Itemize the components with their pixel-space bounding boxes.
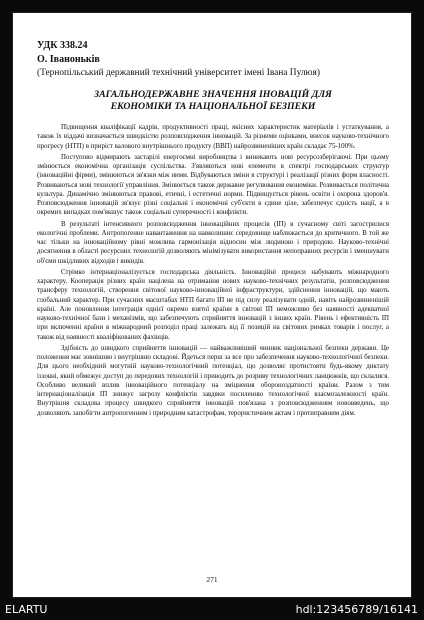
article-title [37,89,389,113]
udc-code: УДК 338.24 [37,40,88,51]
article-title-line-2: ЕКОНОМІКИ ТА НАЦІОНАЛЬНОЇ БЕЗПЕКИ [110,101,316,112]
repository-name: ELARTU [5,603,48,616]
author-name: О. Іваноньків [37,54,100,65]
page-number: 271 [206,575,218,584]
article-body [37,123,389,418]
paragraph: Підвищення кваліфікації кадрів, продуктивності праці, якісних характеристик матеріалів і устаткування, а також їх віддачі визначається швидкістю розповсюдження інновацій. За різними оцінками, внесок науково-технічного прогресу (НТП) в приріст валового внутрішнього продукту (ВВП) найрозвиненіших країн складає 75-100%. [37,124,389,150]
paragraph: Поступово відмирають застарілі енергоємні виробництва і виникають нові ресурсозберігаючі. При цьому змінюється економічна організація суспільства. З'являються нові елементи в спектрі господарських структур (інноваційні фірми), змінюються зв'язки між ними. Відбуваються зміни в структурі і реалізації різних форм власності. Розвиваються нові технології управління. Змінюється також державне регулювання економіки. Розвивається політична культура. Динамічно змінюються правові, етичні, і естетичні норми. Підвищується рівень освіти і охорона здоров'я. Розповсюдження інновацій зв'язує різні соціальні і економічні суб'єкти в єдине ціле, забезпечує єдність нації, а в окремих випадках пом'якшує також соціальні суперечності і конфлікти. [37,153,389,217]
paragraph: Стрімко інтернаціоналізується господарська діяльність. Інноваційні процеси набувають міжнародного характеру. Кооперація різних країн націлена на отримання нових науково-технічних результатів, розповсюдження трансферу технологій, створення світової науково-інноваційної інфраструктури, здійснення інновацій, що мають глобальний характер. При сучасних масштабах НТП багато ІП не під силу реалізувати одній, навіть найрозвиненішій країні. Але поновлення інтеграція однієї окремо взятої країни в світові ІП неможливо без наявності адекватної науково-технічної бази і механізмів, що забезпечують сприйняття інновацій з інших країн. Рівень і ефективність ІП при включенні країни в міжнародний розподіл праці залежать від її позицій на світових ринках товарів і послуг, а також від наявності кваліфікованих фахівців. [37,268,389,341]
paragraph: Здібність до швидкого сприйняття інновацій — найважливіший чинник національної безпеки держави. Це положення має зовнішню і внутрішню складові. Йдеться перш за все про забезпечення науково-технологічної безпеки. Для цього необхідний могутній науково-технологічний потенціал, що дозволяє протистояти будь-якому диктату іззовні, який обмежує доступ до передових технологій і приводить до розриву технологічних ланцюжків, що склалися. Особливо великий вплив інноваційного потенціалу на зміцнення обороноздатності країни. Разом з тим інтернаціоналізація ІП знижує загрозу конфліктів завдяки посиленню технологічної взаємозалежності країн. Внутрішня складова процесу швидкого сприйняття інновацій пов'язана з розповсюдженням нововведень, що дозволяють запобігти антропогенним і природним катастрофам, терористичним актам і протиправним діям. [37,344,389,417]
article-title-line-1: ЗАГАЛЬНОДЕРЖАВНЕ ЗНАЧЕННЯ ІНОВАЦІЙ ДЛЯ [94,89,332,100]
author-affiliation: (Тернопільський державний технічний університет імені Івана Пулюя) [37,68,320,78]
handle-identifier[interactable]: hdl:123456789/16141 [295,603,418,616]
document-page [13,13,411,597]
page-content [37,40,389,420]
paragraph: В результаті інтенсивного розповсюдження інноваційних процесів (ІП) в сучасному світі загострилися екологічні проблеми. Антропогенне навантаження на навколишнє середовище наближається до критичного. В той же час тільки на інноваційному рівні можлива гармонізація відносин між людиною і природою. Науково-технічні досягнення в області ресурсних технологій дозволяють мінімізувати використання непоправних ресурсів і зменшувати об'єми шкідливих відходів і викидів. [37,220,389,265]
viewer-footer [0,600,424,620]
